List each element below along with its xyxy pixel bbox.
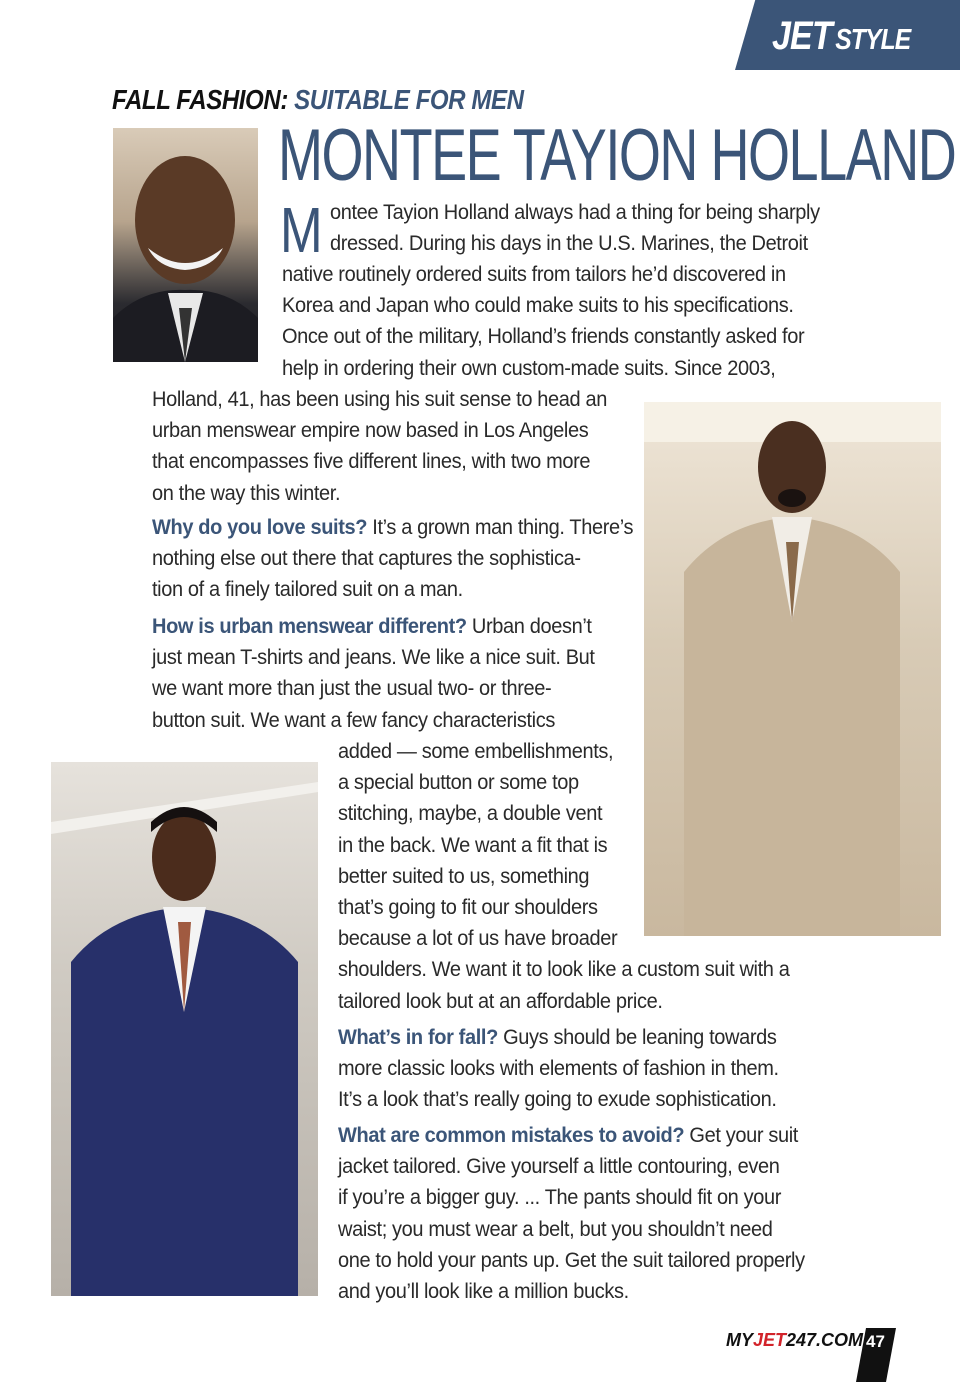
answer-line: one to hold your pants up. Get the suit tailored properly bbox=[338, 1247, 805, 1272]
page-title: MONTEE TAYION HOLLAND bbox=[278, 115, 956, 196]
intro-line: help in ordering their own custom-made suits. Since 2003, bbox=[282, 355, 776, 380]
answer-line: if you’re a bigger guy. ... The pants should fit on your bbox=[338, 1185, 782, 1210]
answer-line: better suited to us, something bbox=[338, 863, 590, 888]
footer-site-jet: JET bbox=[753, 1330, 787, 1350]
intro-block-a bbox=[330, 197, 857, 259]
answer-line: just mean T-shirts and jeans. We like a nice suit. But bbox=[152, 645, 595, 670]
intro-line: on the way this winter. bbox=[152, 480, 341, 505]
page-number: 47 bbox=[866, 1332, 885, 1351]
answer-line: shoulders. We want it to look like a custom suit with a bbox=[338, 957, 790, 982]
answer-line: button suit. We want a few fancy characteristics bbox=[152, 707, 555, 732]
answer-line: tailored look but at an affordable price. bbox=[338, 988, 663, 1013]
tab-style: STYLE bbox=[835, 24, 911, 56]
qa-urban-menswear-cont bbox=[338, 736, 823, 1017]
kicker-accent: SUITABLE FOR MEN bbox=[294, 84, 524, 115]
qa-why-suits bbox=[152, 512, 669, 606]
footer-site-post: 247.COM bbox=[786, 1330, 864, 1350]
intro-line: urban menswear empire now based in Los Angeles bbox=[152, 418, 589, 443]
qa-urban-menswear bbox=[152, 611, 628, 736]
answer-line: a special button or some top bbox=[338, 770, 579, 795]
intro-line: native routinely ordered suits from tailors he’d discovered in bbox=[282, 262, 786, 286]
answer-line: more classic looks with elements of fashion in them. bbox=[338, 1056, 779, 1081]
intro-block-c bbox=[152, 384, 641, 509]
kicker bbox=[112, 84, 524, 116]
answer-line: added — some embellishments, bbox=[338, 739, 614, 763]
intro-block-b bbox=[282, 259, 844, 384]
intro-line: Once out of the military, Holland’s friends constantly asked for bbox=[282, 324, 805, 349]
answer-line: we want more than just the usual two- or three- bbox=[152, 676, 552, 701]
qa-common-mistakes bbox=[338, 1120, 840, 1307]
answer: Guys should be leaning towards bbox=[497, 1025, 777, 1049]
answer: Urban doesn’t bbox=[466, 614, 592, 638]
intro-line: ontee Tayion Holland always had a thing for being sharply bbox=[330, 200, 820, 224]
suit-photo-navy bbox=[51, 762, 318, 1296]
answer-line: waist; you must wear a belt, but you shouldn’t need bbox=[338, 1216, 773, 1241]
answer-line: stitching, maybe, a double vent bbox=[338, 801, 603, 826]
section-tab-label bbox=[772, 14, 910, 59]
portrait-photo bbox=[113, 128, 258, 362]
answer-line: because a lot of us have broader bbox=[338, 926, 618, 951]
footer-site bbox=[726, 1330, 863, 1351]
answer-line: in the back. We want a fit that is bbox=[338, 832, 608, 857]
qa-in-for-fall bbox=[338, 1022, 812, 1116]
question: What’s in for fall? bbox=[338, 1025, 498, 1049]
answer-line: jacket tailored. Give yourself a little contouring, even bbox=[338, 1154, 780, 1179]
answer-line: nothing else out there that captures the sophistica- bbox=[152, 546, 581, 571]
intro-line: that encompasses five different lines, with two more bbox=[152, 449, 591, 474]
answer: It’s a grown man thing. There’s bbox=[367, 515, 634, 539]
answer: Get your suit bbox=[684, 1123, 798, 1147]
tab-jet: JET bbox=[772, 14, 832, 58]
intro-line: Korea and Japan who could make suits to his specifications. bbox=[282, 293, 794, 318]
drop-cap: M bbox=[280, 194, 323, 266]
question: What are common mistakes to avoid? bbox=[338, 1123, 685, 1147]
answer-line: that’s going to fit our shoulders bbox=[338, 894, 598, 919]
question: Why do you love suits? bbox=[152, 515, 368, 539]
question: How is urban menswear different? bbox=[152, 614, 467, 638]
intro-line: dressed. During his days in the U.S. Marines, the Detroit bbox=[330, 231, 808, 256]
answer-line: tion of a finely tailored suit on a man. bbox=[152, 577, 463, 602]
footer-site-pre: MY bbox=[726, 1330, 753, 1350]
intro-line: Holland, 41, has been using his suit sense to head an bbox=[152, 387, 607, 411]
answer-line: It’s a look that’s really going to exude sophistication. bbox=[338, 1087, 777, 1112]
answer-line: and you’ll look like a million bucks. bbox=[338, 1278, 629, 1303]
kicker-lead: FALL FASHION: bbox=[112, 84, 295, 115]
